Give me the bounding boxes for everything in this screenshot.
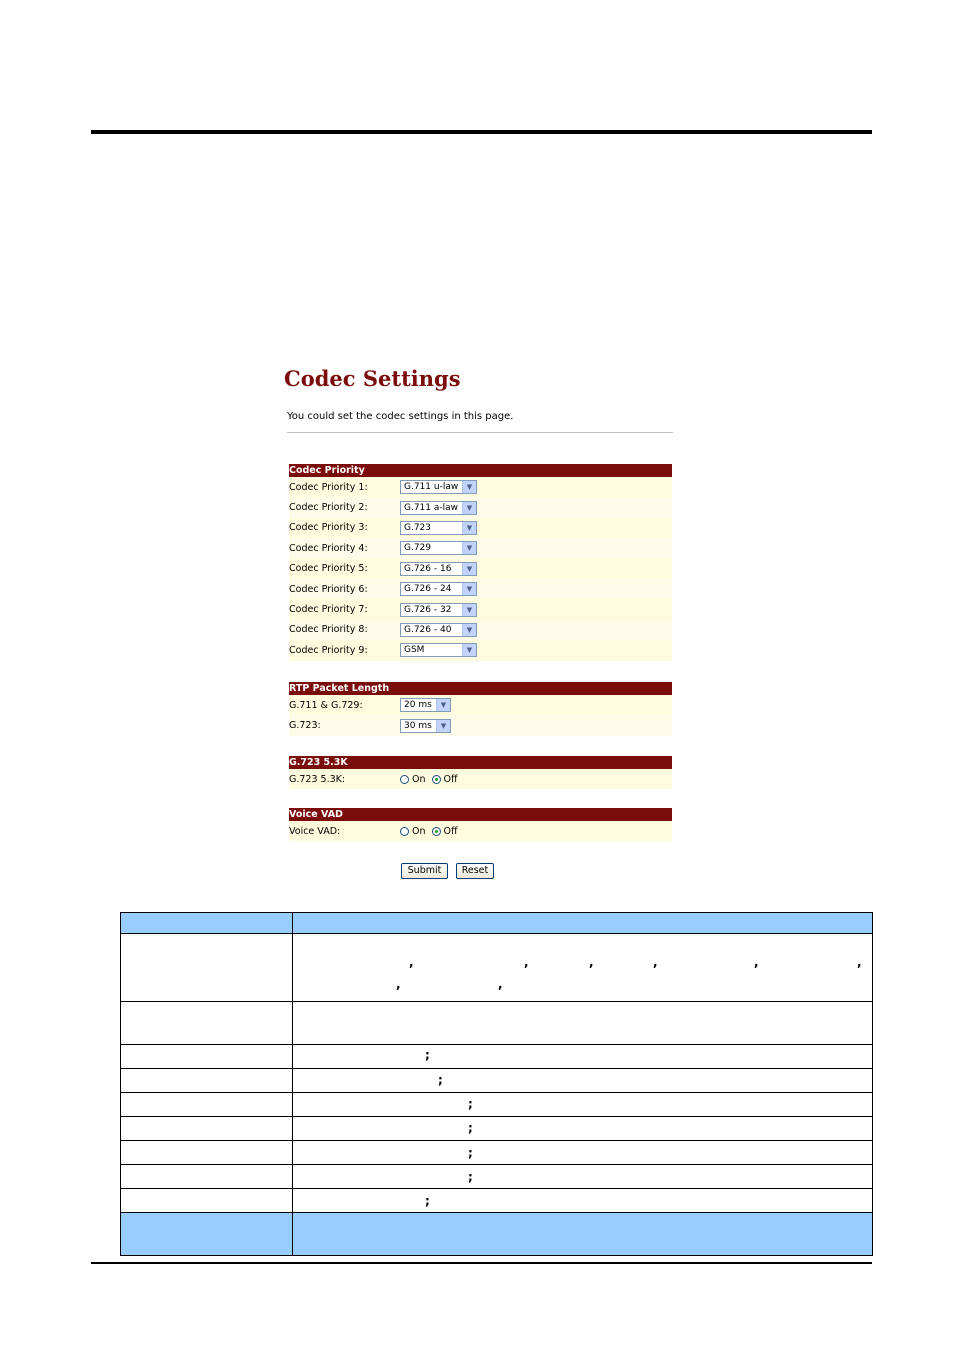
- select-value: G.726 - 32: [404, 604, 452, 615]
- radio-icon: [432, 775, 441, 784]
- comma-mark: ,: [589, 955, 594, 969]
- codec-priority-select[interactable]: [400, 623, 477, 637]
- rtp-label: G.723:: [289, 720, 321, 732]
- rtp-label: G.711 & G.729:: [289, 699, 363, 711]
- codec-priority-label: Codec Priority 3:: [289, 522, 368, 534]
- select-value: G.726 - 16: [404, 563, 452, 574]
- codec-priority-row: [289, 477, 672, 497]
- codec-priority-label: Codec Priority 8:: [289, 624, 368, 636]
- chevron-down-icon[interactable]: ▼: [436, 699, 450, 711]
- codec-priority-label: Codec Priority 4:: [289, 542, 368, 554]
- page-bottom-rule: [91, 1262, 872, 1264]
- codec-priority-row: [289, 599, 672, 619]
- chevron-down-icon[interactable]: ▼: [462, 481, 476, 493]
- table-row: [121, 1189, 873, 1213]
- select-value: G.723: [404, 522, 432, 533]
- radio-icon: [400, 775, 409, 784]
- page-title: Codec Settings: [284, 366, 461, 391]
- vad-off-radio[interactable]: Off: [432, 826, 458, 837]
- g723-label: G.723 5.3K:: [289, 773, 346, 785]
- codec-priority-label: Codec Priority 6:: [289, 583, 368, 595]
- radio-icon: [432, 827, 441, 836]
- chevron-down-icon[interactable]: ▼: [462, 624, 476, 636]
- codec-priority-row: [289, 538, 672, 558]
- submit-button[interactable]: Submit: [401, 863, 448, 879]
- codec-priority-label: Codec Priority 1:: [289, 481, 368, 493]
- chevron-down-icon[interactable]: ▼: [436, 720, 450, 732]
- semicolon-mark: ;: [438, 1073, 443, 1087]
- semicolon-mark: ;: [425, 1048, 430, 1062]
- select-value: 30 ms: [404, 720, 432, 731]
- table-footer-row: [121, 1213, 873, 1256]
- table-row: [121, 1141, 873, 1165]
- select-value: G.729: [404, 543, 432, 554]
- semicolon-mark: ;: [468, 1121, 473, 1135]
- comma-mark: ,: [524, 955, 529, 969]
- table-row: [121, 1045, 873, 1069]
- section-header: Voice VAD: [289, 808, 672, 821]
- codec-priority-row: [289, 497, 672, 517]
- codec-priority-select[interactable]: [400, 603, 477, 617]
- codec-priority-label: Codec Priority 7:: [289, 604, 368, 616]
- table-row: [121, 934, 873, 1002]
- chevron-down-icon[interactable]: ▼: [462, 522, 476, 534]
- vad-label: Voice VAD:: [289, 825, 341, 837]
- g723-section: [289, 756, 672, 789]
- codec-priority-label: Codec Priority 9:: [289, 644, 368, 656]
- comma-mark: ,: [653, 955, 658, 969]
- rtp-packet-length-section: [289, 682, 672, 736]
- comma-mark: ,: [409, 955, 414, 969]
- page-description: You could set the codec settings in this page.: [287, 411, 514, 422]
- semicolon-mark: ;: [468, 1170, 473, 1184]
- table-header-row: [121, 913, 873, 934]
- radio-icon: [400, 827, 409, 836]
- rtp-select[interactable]: [400, 698, 451, 712]
- codec-priority-select[interactable]: [400, 582, 477, 596]
- codec-priority-section: [289, 464, 672, 661]
- parameter-table: [120, 912, 873, 1256]
- rtp-row: [289, 715, 672, 735]
- chevron-down-icon[interactable]: ▼: [462, 583, 476, 595]
- select-value: G.711 u-law: [404, 482, 459, 493]
- codec-priority-row: [289, 640, 672, 660]
- table-row: [121, 1093, 873, 1117]
- codec-priority-select[interactable]: [400, 501, 477, 515]
- select-value: GSM: [404, 645, 425, 656]
- comma-mark: ,: [857, 955, 862, 969]
- voice-vad-section: [289, 808, 672, 841]
- vad-on-radio[interactable]: On: [400, 826, 426, 837]
- semicolon-mark: ;: [468, 1097, 473, 1111]
- codec-priority-select[interactable]: [400, 541, 477, 555]
- vad-row: [289, 821, 672, 841]
- select-value: G.726 - 40: [404, 624, 452, 635]
- codec-priority-label: Codec Priority 5:: [289, 563, 368, 575]
- select-value: G.711 a-law: [404, 502, 459, 513]
- reset-button[interactable]: Reset: [456, 863, 494, 879]
- codec-priority-row: [289, 620, 672, 640]
- select-value: 20 ms: [404, 700, 432, 711]
- codec-priority-select[interactable]: [400, 643, 477, 657]
- divider: [287, 432, 673, 433]
- section-header: Codec Priority: [289, 464, 672, 477]
- chevron-down-icon[interactable]: ▼: [462, 563, 476, 575]
- table-row: [121, 1002, 873, 1045]
- section-header: G.723 5.3K: [289, 756, 672, 769]
- section-header: RTP Packet Length: [289, 682, 672, 695]
- chevron-down-icon[interactable]: ▼: [462, 644, 476, 656]
- codec-priority-row: [289, 559, 672, 579]
- chevron-down-icon[interactable]: ▼: [462, 502, 476, 514]
- semicolon-mark: ;: [468, 1146, 473, 1160]
- g723-off-radio[interactable]: Off: [432, 774, 458, 785]
- rtp-select[interactable]: [400, 719, 451, 733]
- g723-row: [289, 769, 672, 789]
- page-top-rule: [91, 130, 872, 134]
- rtp-row: [289, 695, 672, 715]
- codec-priority-select[interactable]: [400, 480, 477, 494]
- g723-on-radio[interactable]: On: [400, 774, 426, 785]
- chevron-down-icon[interactable]: ▼: [462, 542, 476, 554]
- table-row: [121, 1165, 873, 1189]
- codec-priority-row: [289, 579, 672, 599]
- table-row: [121, 1117, 873, 1141]
- chevron-down-icon[interactable]: ▼: [462, 604, 476, 616]
- select-value: G.726 - 24: [404, 584, 452, 595]
- comma-mark: ,: [754, 955, 759, 969]
- table-row: [121, 1069, 873, 1093]
- codec-priority-row: [289, 518, 672, 538]
- codec-priority-select[interactable]: [400, 521, 477, 535]
- comma-mark: ,: [396, 977, 401, 991]
- semicolon-mark: ;: [425, 1194, 430, 1208]
- codec-priority-label: Codec Priority 2:: [289, 502, 368, 514]
- comma-mark: ,: [498, 977, 503, 991]
- codec-priority-select[interactable]: [400, 562, 477, 576]
